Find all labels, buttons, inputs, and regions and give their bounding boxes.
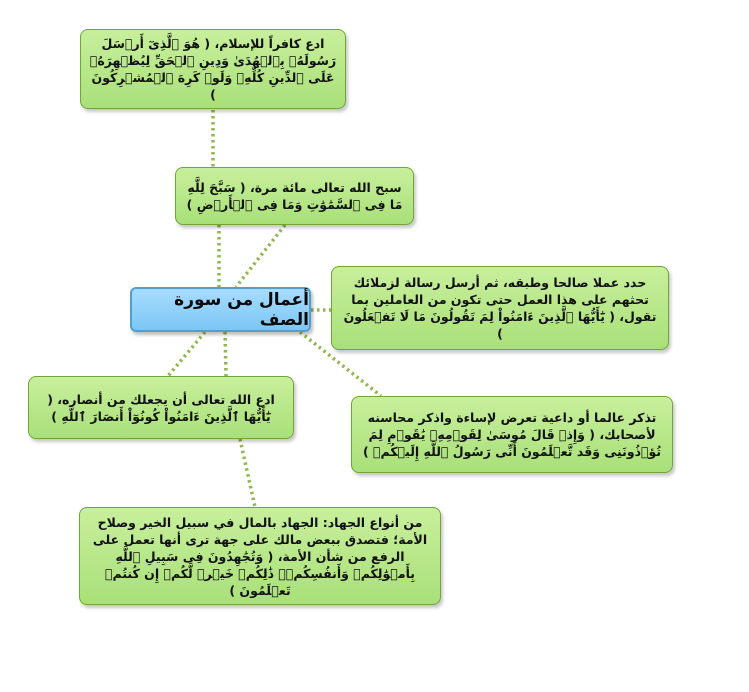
activity-jihad-with-wealth-text: من أنواع الجهاد: الجهاد بالمال في سبيل الخير وصلاح الأمة؛ فتصدق ببعض مالك على جهة ترى أنها تعمل على الرفع من شأن الأمة، ( وَتُجَٰهِدُونَ فِى سَبِيلِ ٱللَّهِ بِأَمۡوَٰلِكُمۡ وَأَنفُسِكُمۡۚ ذَٰلِكُمۡ خَيۡرٞ لَّكُمۡ إِن كُنتُمۡ تَعۡلَمُونَ )	[92, 514, 428, 598]
connector-central-n4-b	[225, 332, 226, 376]
central-topic-label: أعمال من سورة الصف	[174, 289, 309, 330]
activity-glorify-allah-text: سبح الله تعالى مائة مرة، ( سَبَّحَ لِلَّهِ مَا فِى ٱلسَّمَٰوَٰتِ وَمَا فِى ٱلۡأَرۡضِ )	[186, 180, 403, 212]
activity-invite-to-islam-text: ادع كافراً للإسلام، ( هُوَ ٱلَّذِىٓ أَرۡسَلَ رَسُولَهُۥ بِٱلۡهُدَىٰ وَدِينِ ٱلۡحَقِّ لِيُظۡهِرَهُۥ عَلَى ٱلدِّينِ كُلِّهِۦ وَلَوۡ كَرِهَ ٱلۡمُشۡرِكُونَ )	[89, 36, 337, 102]
activity-defend-scholar[interactable]	[351, 396, 673, 473]
central-topic[interactable]	[130, 287, 311, 332]
connector-central-n2-b	[236, 225, 285, 287]
activity-supporters-of-allah[interactable]	[28, 376, 294, 439]
activity-good-deed-message[interactable]	[331, 266, 669, 350]
activity-invite-to-islam[interactable]	[80, 29, 346, 109]
activity-glorify-allah[interactable]	[175, 167, 414, 225]
connector-central-n4-a	[168, 332, 205, 376]
connector-n4-n6	[240, 439, 255, 507]
activity-defend-scholar-text: تذكر عالما أو داعية تعرض لإساءة واذكر محاسنه لأصحابك، ( وَإِذۡ قَالَ مُوسَىٰ لِقَوۡمِهِۦ يَٰقَوۡمِ لِمَ تُؤۡذُونَنِى وَقَد تَّعۡلَمُونَ أَنِّى رَسُولُ ٱللَّهِ إِلَيۡكُمۡ )	[362, 410, 662, 459]
activity-good-deed-message-text: حدد عملا صالحا وطبقه، ثم أرسل رسالة لزملائك تحثهم على هذا العمل حتى تكون من العاملين بما تقول، ( يَٰٓأَيُّهَا ٱلَّذِينَ ءَامَنُواْ لِمَ تَقُولُونَ مَا لَا تَفۡعَلُونَ )	[343, 275, 657, 341]
activity-supporters-of-allah-text: ادع الله تعالى أن يجعلك من أنصاره، ( يَٰٓأَيُّهَا ٱلَّذِينَ ءَامَنُواْ كُونُوٓاْ أَنصَارَ ٱللَّهِ )	[47, 391, 275, 424]
activity-jihad-with-wealth[interactable]	[79, 507, 441, 605]
